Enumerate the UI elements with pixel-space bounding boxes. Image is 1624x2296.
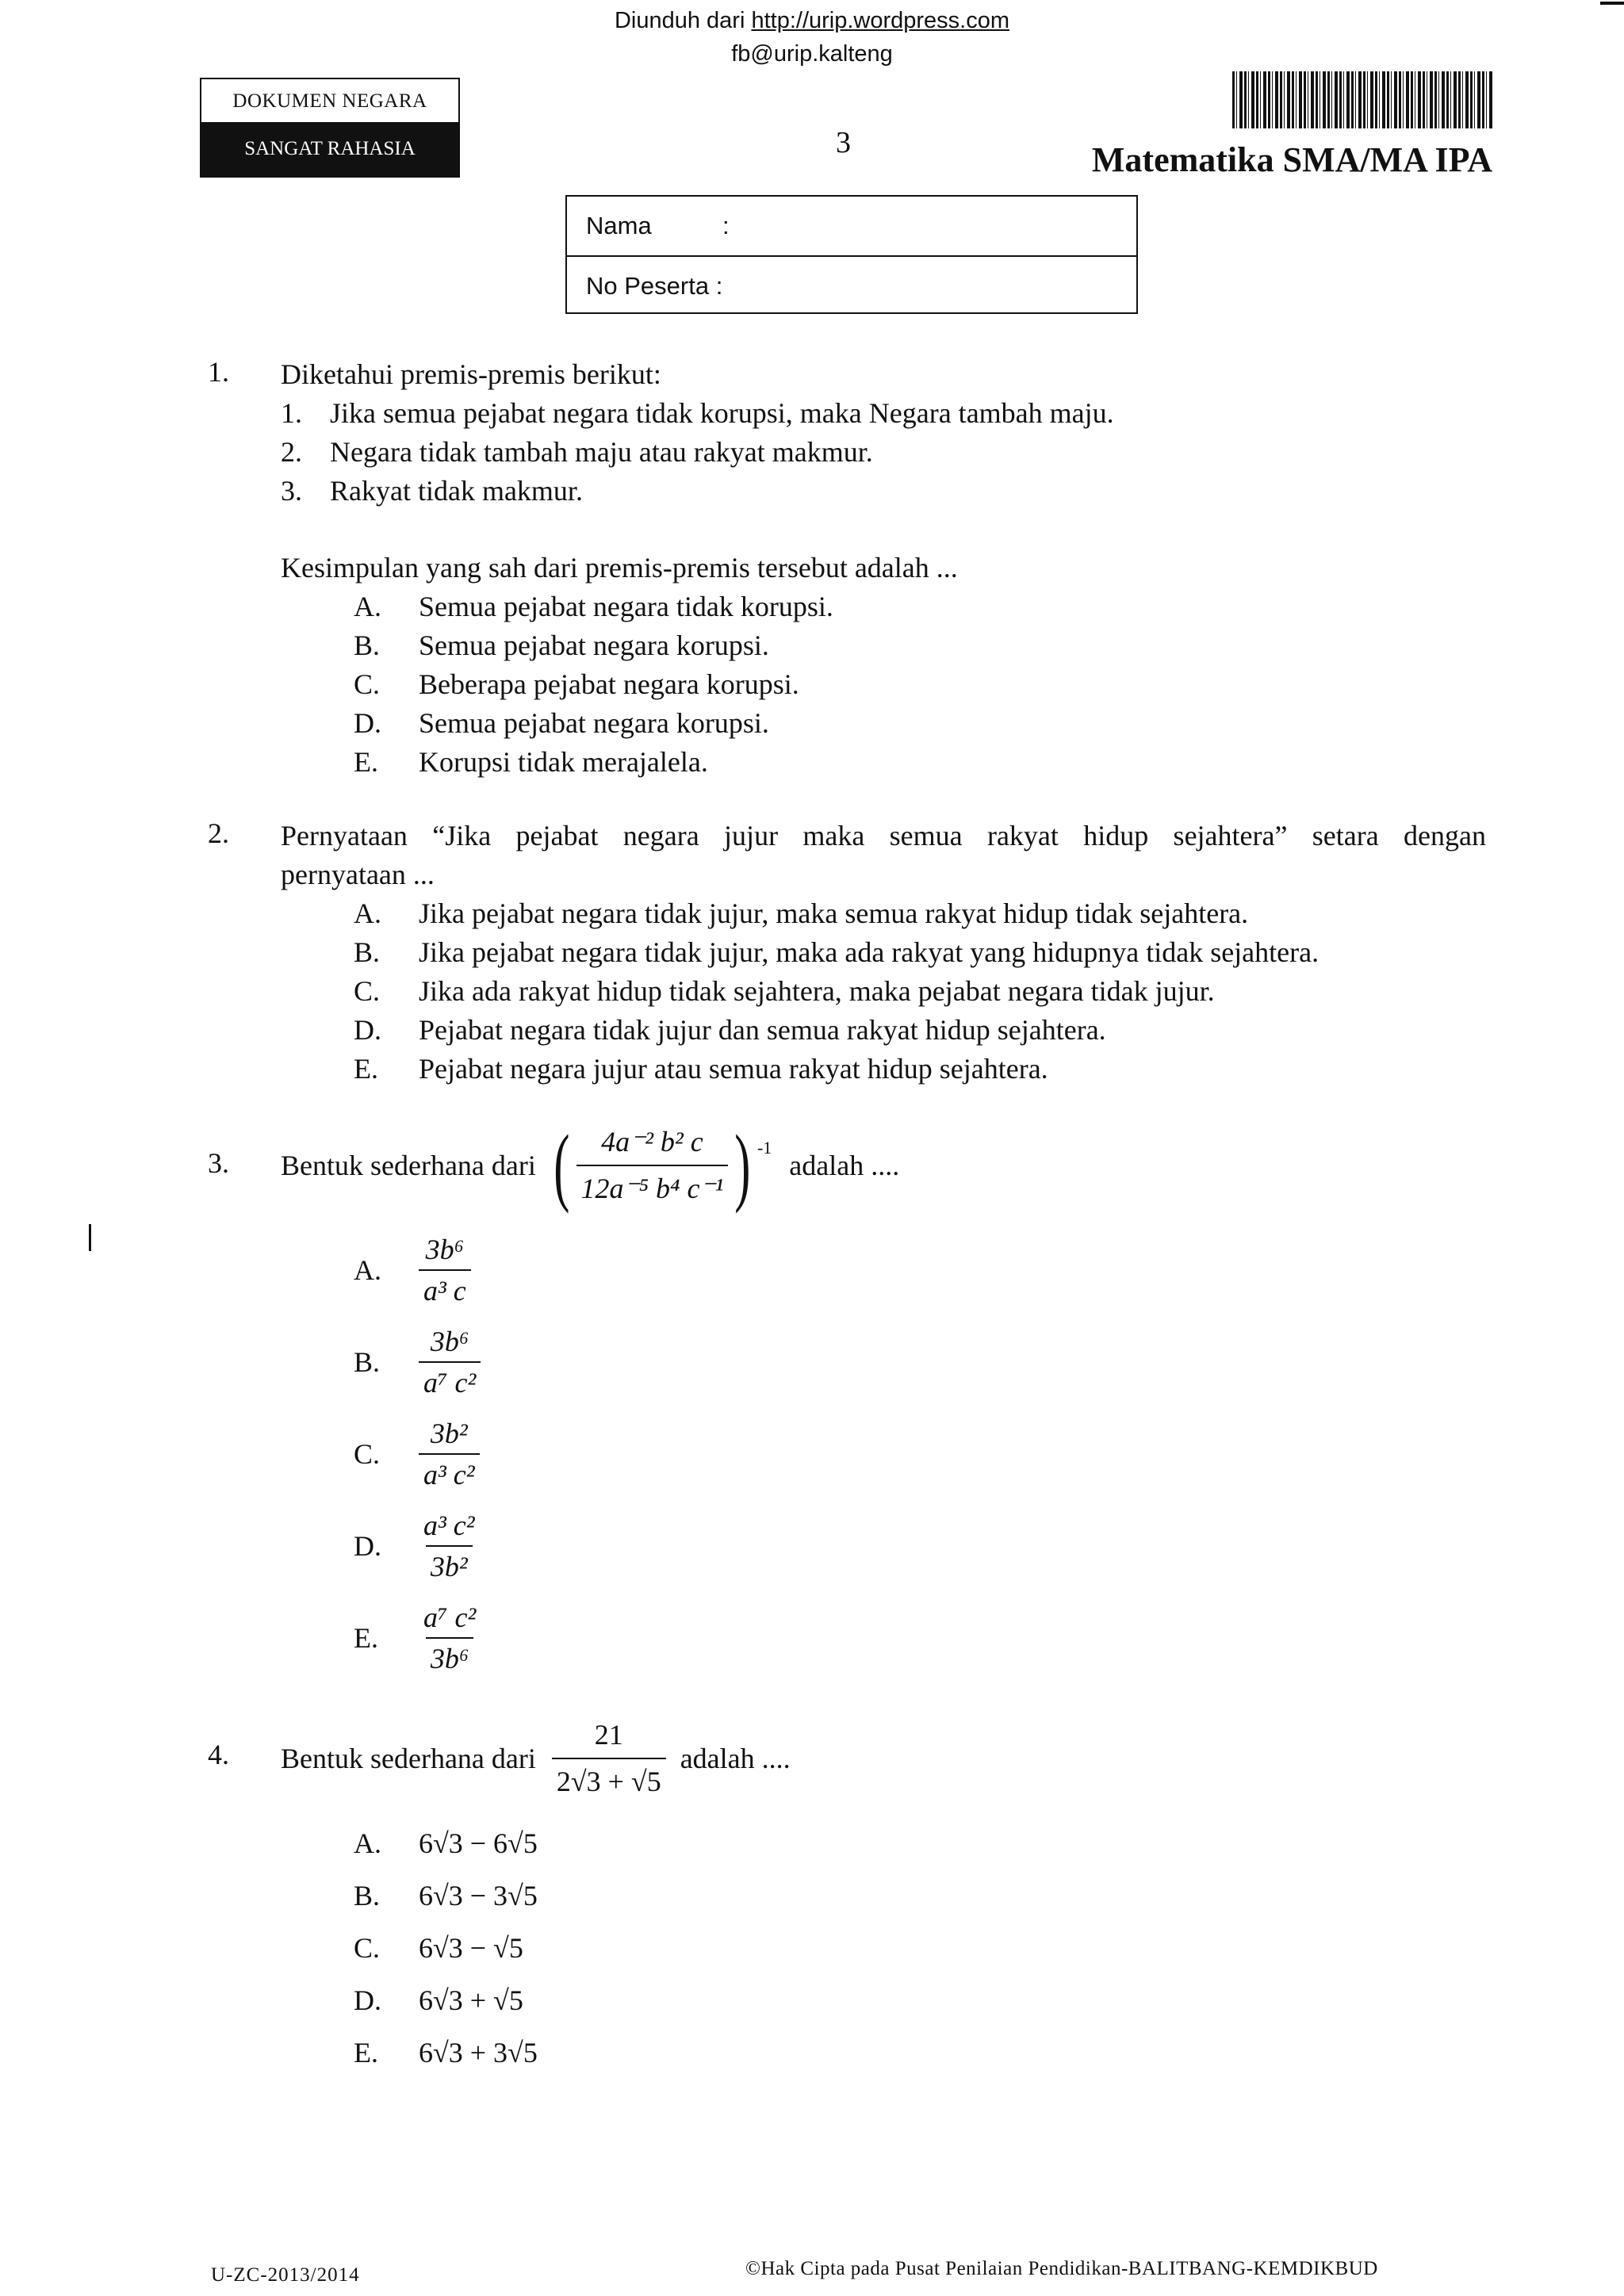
expression-denominator: 2√3 + √5 [552,1758,666,1801]
question-4-number: 4. [208,1739,229,1770]
option-denominator: a³ c [419,1269,471,1307]
option-numerator: 3b⁶ [430,1326,469,1357]
question-1-premises [281,394,1114,511]
option-a[interactable] [354,1817,538,1869]
option-e[interactable] [354,743,833,782]
option-text: Jika pejabat negara tidak jujur, maka ada rakyat yang hidupnya tidak sejahtera. [419,936,1320,968]
option-b[interactable] [354,1316,481,1408]
premise-text: Negara tidak tambah maju atau rakyat makmur. [330,436,873,468]
name-label: Nama [586,212,652,239]
question-4-prefix: Bentuk sederhana dari [281,1742,536,1774]
option-b[interactable] [354,933,1319,972]
question-4-suffix: adalah .... [680,1742,791,1774]
option-fraction [419,1325,481,1399]
option-text: Beberapa pejabat negara korupsi. [419,668,799,700]
download-link[interactable]: http://urip.wordpress.com [751,8,1010,33]
option-denominator: 3b² [426,1545,473,1583]
option-label: B. [354,629,381,661]
name-field[interactable] [567,197,1136,255]
right-paren: ) [734,1117,751,1214]
option-denominator: a⁷ c² [419,1361,481,1399]
option-d[interactable] [354,1500,481,1592]
premise-number: 3. [281,475,302,507]
option-a[interactable] [354,1224,481,1316]
option-text: 6√3 − √5 [419,1932,523,1964]
premise-text: Jika semua pejabat negara tidak korupsi, maka Negara tambah maju. [330,397,1114,429]
option-denominator: a³ c² [419,1453,480,1491]
premise-3 [281,472,1114,511]
question-2-line-2: pernyataan ... [281,859,435,890]
option-text: Semua pejabat negara korupsi. [419,707,769,739]
option-fraction [419,1417,480,1491]
premise-1 [281,394,1114,433]
option-label: A. [354,591,381,622]
option-label: A. [354,1254,381,1286]
option-numerator: a⁷ c² [423,1601,477,1633]
premise-number: 1. [281,397,302,429]
premise-text: Rakyat tidak makmur. [330,475,583,507]
option-label: C. [354,975,381,1007]
option-label: B. [354,1880,381,1911]
question-1-prompt: Kesimpulan yang sah dari premis-premis tersebut adalah ... [281,552,958,584]
barcode [1232,71,1492,128]
subject-title: Matematika SMA/MA IPA [1091,140,1492,179]
option-label: D. [354,1984,381,2016]
option-text: Korupsi tidak merajalela. [419,746,708,778]
option-label: E. [354,1053,378,1085]
question-4-options [354,1817,538,2079]
option-label: A. [354,1827,381,1859]
premise-2 [281,433,1114,472]
option-label: C. [354,1932,381,1964]
option-fraction [419,1233,471,1307]
option-label: E. [354,746,378,778]
option-c[interactable] [354,1408,481,1500]
option-label: D. [354,1530,381,1562]
option-d[interactable] [354,1974,538,2026]
premise-number: 2. [281,436,302,468]
question-3-options [354,1224,481,1684]
expression-power: -1 [756,1138,772,1158]
copyright: ©Hak Cipta pada Pusat Penilaian Pendidikan-BALITBANG-KEMDIKBUD [745,2258,1378,2279]
option-label: D. [354,1014,381,1046]
question-3-suffix: adalah .... [789,1149,900,1181]
option-e[interactable] [354,2026,538,2079]
option-e[interactable] [354,1050,1319,1089]
option-text: Pejabat negara tidak jujur dan semua rakyat hidup sejahtera. [419,1014,1106,1046]
question-2-line-1: Pernyataan “Jika pejabat negara jujur maka semua rakyat hidup sejahtera” setara dengan [281,820,1486,851]
question-4-expression [552,1716,666,1801]
expression-denominator: 12a⁻⁵ b⁴ c⁻¹ [576,1165,729,1208]
download-source [0,8,1624,34]
corner-mark [1600,2,1624,5]
option-label: D. [354,707,381,739]
option-text: 6√3 − 3√5 [419,1880,538,1911]
option-c[interactable] [354,972,1319,1011]
option-numerator: 3b⁶ [425,1234,465,1265]
expression-numerator: 4a⁻² b² c [601,1126,703,1158]
option-label: B. [354,936,381,968]
page-number: 3 [836,126,851,159]
question-1-intro: Diketahui premis-premis berikut: [281,358,661,390]
question-1-options [354,587,833,782]
exam-code: U-ZC-2013/2014 [211,2264,360,2286]
question-3-prefix: Bentuk sederhana dari [281,1149,536,1181]
option-d[interactable] [354,704,833,743]
option-numerator: 3b² [430,1418,468,1449]
option-label: E. [354,1622,378,1654]
option-b[interactable] [354,626,833,665]
option-fraction [419,1601,481,1675]
option-fraction [419,1509,480,1583]
question-3-number: 3. [208,1147,229,1179]
doc-label-bottom: SANGAT RAHASIA [201,122,458,176]
option-label: C. [354,668,381,700]
left-paren: ( [553,1117,570,1214]
option-c[interactable] [354,1922,538,1974]
option-c[interactable] [354,665,833,704]
option-text: 6√3 + √5 [419,1984,523,2016]
option-text: Jika ada rakyat hidup tidak sejahtera, maka pejabat negara tidak jujur. [419,975,1215,1007]
option-text: 6√3 − 6√5 [419,1827,538,1859]
fb-contact: fb@urip.kalteng [731,41,893,67]
option-label: B. [354,1346,381,1378]
participant-number-label: No Peserta : [586,272,723,300]
question-4-stem [281,1712,791,1804]
option-text: Pejabat negara jujur atau semua rakyat hidup sejahtera. [419,1053,1048,1085]
option-text: 6√3 + 3√5 [419,2037,538,2068]
option-text: Jika pejabat negara tidak jujur, maka semua rakyat hidup tidak sejahtera. [419,897,1249,929]
question-1-number: 1. [208,356,229,388]
option-denominator: 3b⁶ [426,1637,474,1675]
expression-numerator: 21 [594,1719,623,1751]
question-2-number: 2. [208,817,229,849]
margin-mark [89,1224,91,1251]
doc-label-top: DOKUMEN NEGARA [232,90,427,112]
option-text: Semua pejabat negara tidak korupsi. [419,591,833,622]
document-classification [200,78,460,178]
option-label: A. [354,897,381,929]
option-e[interactable] [354,1592,481,1684]
question-3-stem [281,1110,899,1221]
option-label: E. [354,2037,378,2068]
option-label: C. [354,1438,381,1470]
identity-table [565,195,1138,314]
option-b[interactable] [354,1869,538,1922]
option-numerator: a³ c² [423,1510,475,1541]
question-2-options [354,894,1319,1089]
expression-fraction [576,1123,729,1208]
name-colon: : [722,212,730,239]
option-text: Semua pejabat negara korupsi. [419,629,769,661]
option-a[interactable] [354,587,833,626]
question-3-expression [547,1117,772,1214]
download-prefix: Diunduh dari [614,8,752,33]
participant-number-field[interactable] [567,255,1136,316]
option-d[interactable] [354,1011,1319,1050]
option-a[interactable] [354,894,1319,933]
